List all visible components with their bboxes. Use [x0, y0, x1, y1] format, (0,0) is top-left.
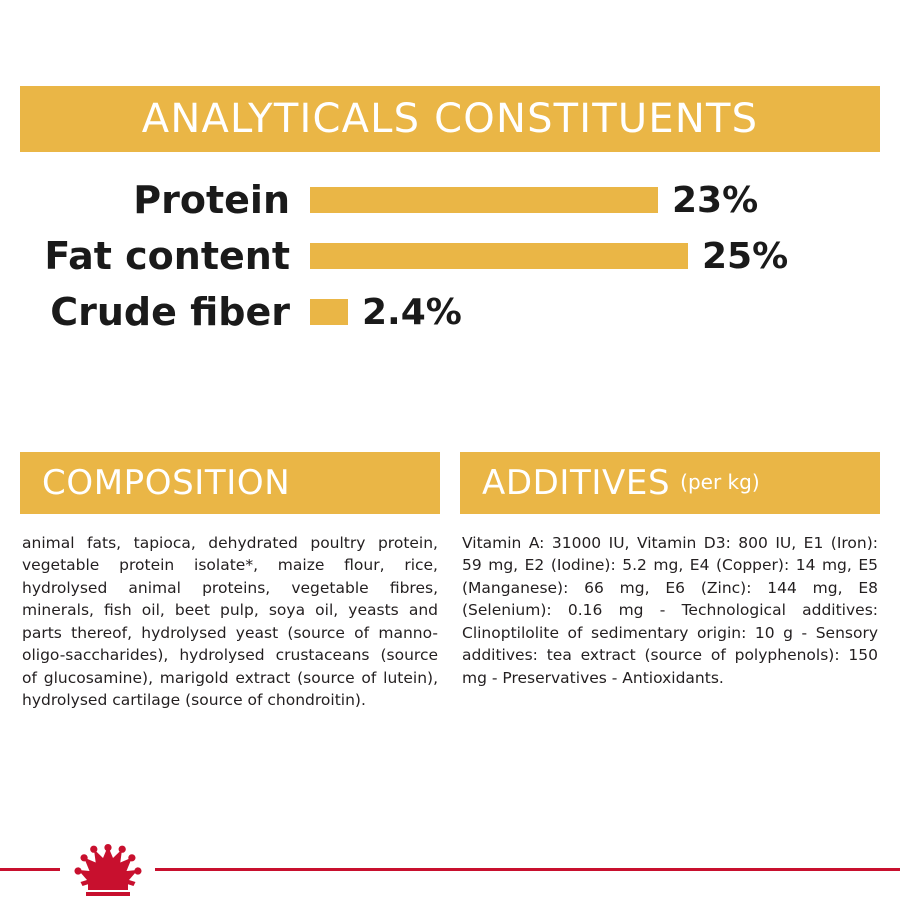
constituent-bar: [310, 243, 688, 269]
constituent-row: [20, 284, 880, 340]
composition-panel: [20, 452, 440, 712]
constituent-bar: [310, 187, 658, 213]
constituent-row: [20, 228, 880, 284]
constituents-chart: [20, 172, 880, 340]
constituent-bar-wrap: [310, 292, 880, 333]
footer-rule-right: [155, 868, 900, 871]
additives-panel: [460, 452, 880, 712]
footer: [0, 838, 900, 900]
constituent-label: Fat content: [44, 234, 290, 278]
composition-header: [20, 452, 440, 514]
info-panels: [20, 452, 880, 712]
additives-header: [460, 452, 880, 514]
constituent-label: Protein: [133, 178, 290, 222]
analyticals-header-band: [20, 86, 880, 152]
additives-text: Vitamin A: 31000 IU, Vitamin D3: 800 IU, E1 (Iron): 59 mg, E2 (Iodine): 5.2 mg, E4 (Copper): 14 mg, E5 (Manganese): 66 mg, E6 (Zinc): 144 mg, E8 (Selenium): 0.16 mg - Technological additives: Clinoptilolite of sedimentary origin: 10 g - Sensory additives: tea extract (source of polyphenols): 150 mg - Preservatives - Antioxidants.: [462, 534, 878, 687]
analyticals-title: ANALYTICALS CONSTITUENTS: [141, 96, 759, 142]
constituent-row: [20, 172, 880, 228]
composition-text: animal fats, tapioca, dehydrated poultry protein, vegetable protein isolate*, maize flour, rice, hydrolysed animal proteins, vegetable fibres, minerals, fish oil, beet pulp, soya oil, yeasts and parts thereof, hydrolysed yeast (source of manno-oligo-saccharides), hydrolysed crustaceans (source of glucosamine), marigold extract (source of lutein), hydrolysed cartilage (source of chondroitin).: [22, 534, 438, 710]
constituent-label: Crude fiber: [50, 290, 290, 334]
constituent-value: 23%: [672, 179, 759, 221]
constituent-value: 25%: [702, 235, 789, 277]
constituent-bar-wrap: [310, 236, 880, 277]
constituent-bar-wrap: [310, 180, 880, 221]
royal-canin-crown-icon: [60, 838, 156, 900]
footer-rule-left: [0, 868, 60, 871]
constituent-bar: [310, 299, 348, 325]
composition-title: COMPOSITION: [42, 463, 291, 503]
additives-subtitle: (per kg): [680, 470, 760, 494]
additives-title: ADDITIVES: [482, 463, 671, 503]
constituent-value: 2.4%: [362, 291, 462, 333]
